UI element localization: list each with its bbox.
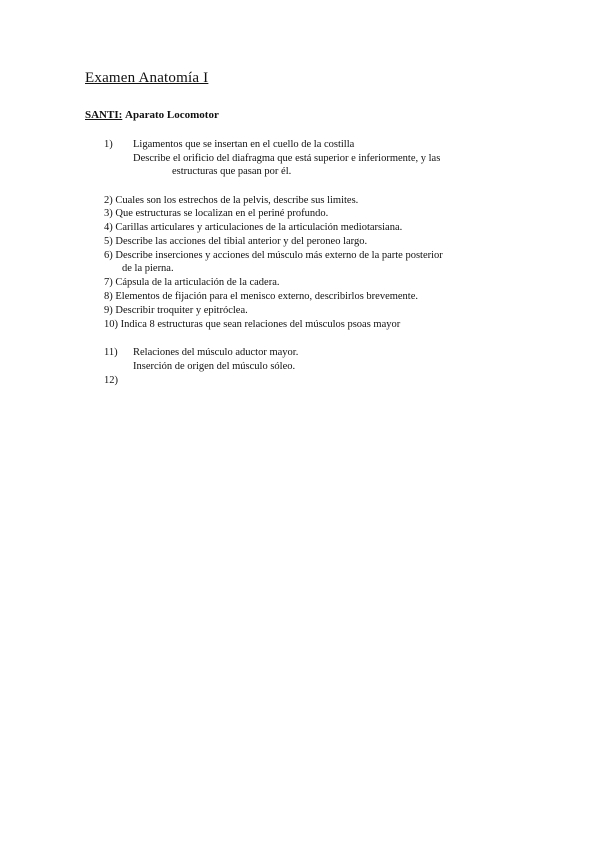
question-7: 7) Cápsula de la articulación de la cadera.: [104, 277, 280, 288]
question-1-line-2: Describe el orificio del diafragma que está superior e inferiormente, y las: [133, 153, 441, 164]
question-8: 8) Elementos de fijación para el menisco externo, describirlos brevemente.: [104, 291, 419, 302]
section-heading: [85, 109, 219, 121]
question-1-number: 1): [104, 139, 113, 150]
page-title: Examen Anatomía I: [85, 70, 209, 86]
question-1-line-3: estructuras que pasan por él.: [172, 166, 292, 177]
question-6-line-1: 6) Describe inserciones y acciones del músculo más externo de la parte posterior: [104, 250, 443, 261]
section-name: SANTI:: [85, 109, 123, 121]
question-12-number: 12): [104, 375, 118, 386]
question-11-number: 11): [104, 347, 118, 358]
question-10: 10) Indica 8 estructuras que sean relaciones del músculos psoas mayor: [104, 319, 401, 330]
question-1-line-1: Ligamentos que se insertan en el cuello de la costilla: [133, 139, 355, 150]
question-11-line-1: Relaciones del músculo aductor mayor.: [133, 347, 299, 358]
section-topic: Aparato Locomotor: [125, 109, 219, 121]
question-9: 9) Describir troquiter y epitróclea.: [104, 305, 248, 316]
question-11-line-2: Inserción de origen del músculo sóleo.: [133, 361, 296, 372]
question-2: 2) Cuales son los estrechos de la pelvis, describe sus limites.: [104, 195, 359, 206]
question-3: 3) Que estructuras se localizan en el periné profundo.: [104, 208, 329, 219]
question-6-line-2: de la pierna.: [122, 263, 174, 274]
question-4: 4) Carillas articulares y articulaciones de la articulación mediotarsiana.: [104, 222, 403, 233]
question-5: 5) Describe las acciones del tibial anterior y del peroneo largo.: [104, 236, 368, 247]
